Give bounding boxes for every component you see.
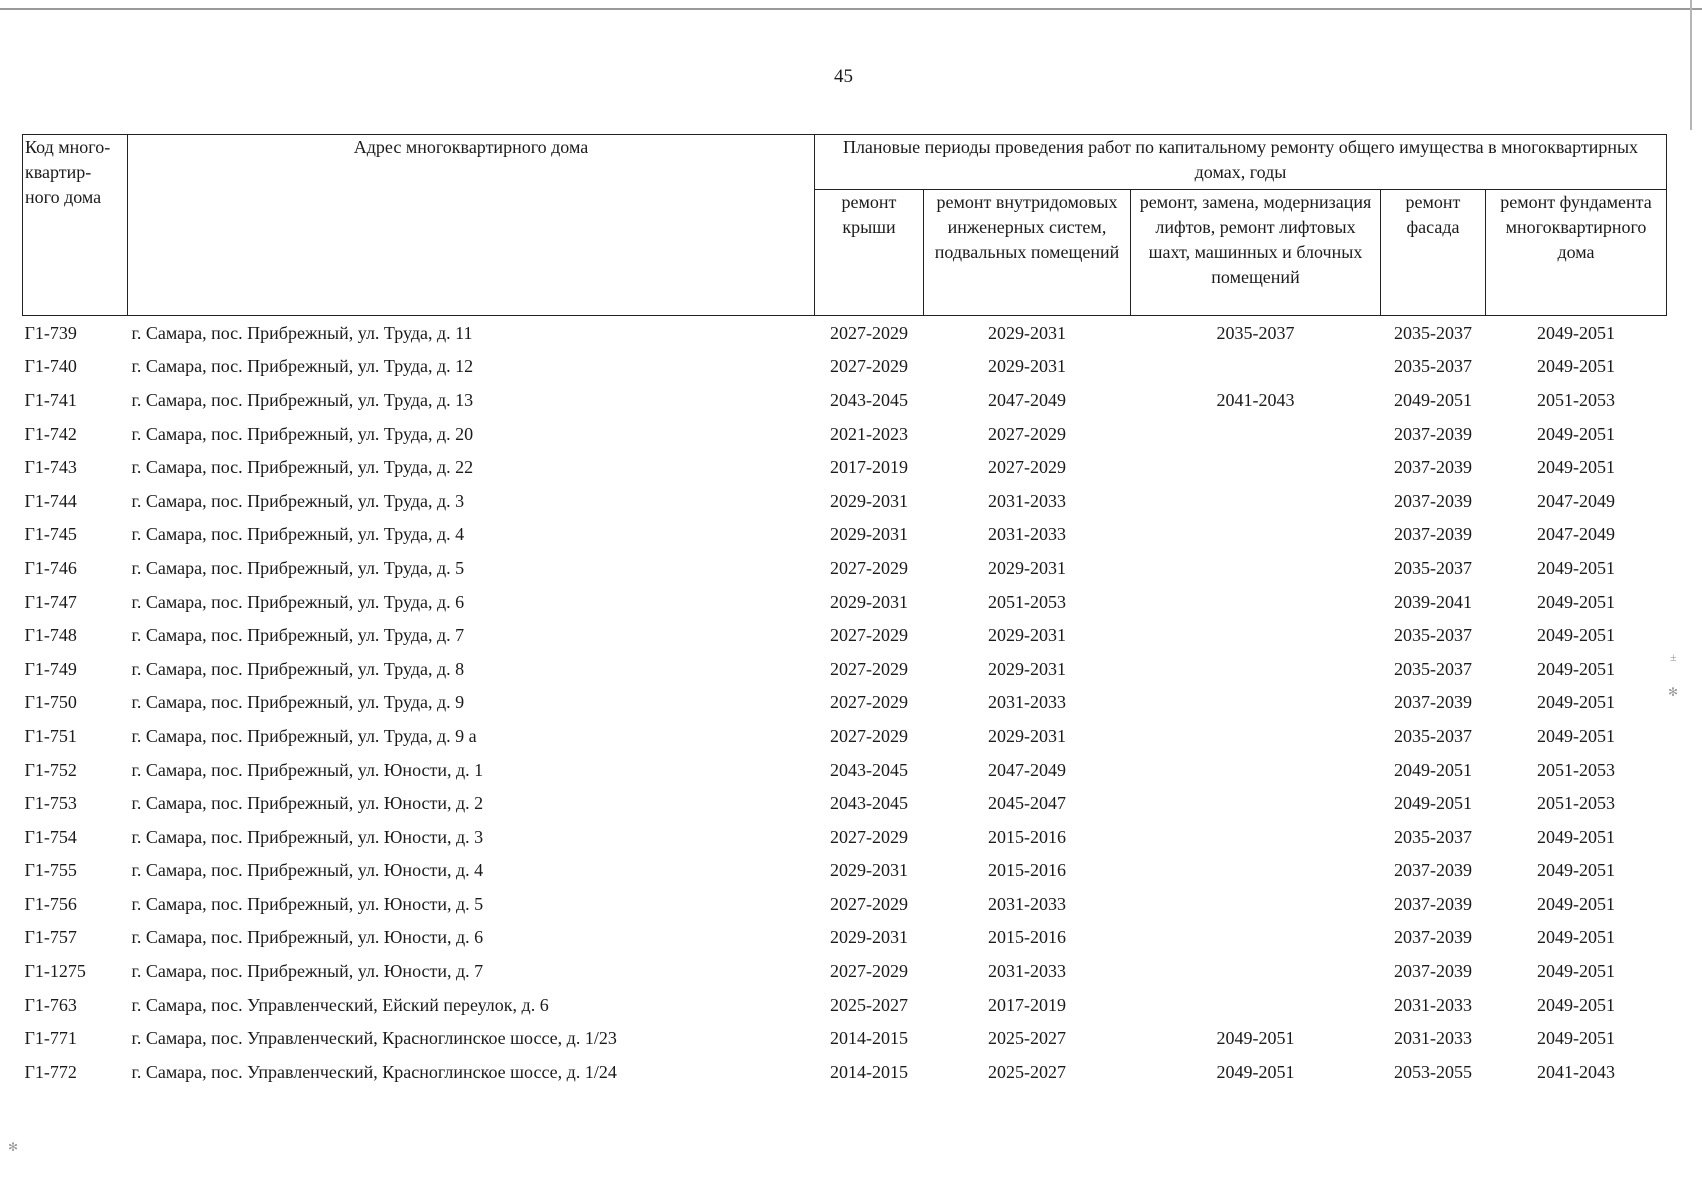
table-row bbox=[23, 719, 1667, 753]
cell-foundation: 2051-2053 bbox=[1537, 389, 1615, 410]
cell-elevators bbox=[1131, 417, 1381, 451]
header-foundation: ремонт фундамента многоквартирного дома bbox=[1486, 190, 1667, 316]
cell-elevators bbox=[1131, 652, 1381, 686]
cell-engineering: 2029-2031 bbox=[988, 625, 1066, 646]
cell-elevators: 2035-2037 bbox=[1216, 322, 1295, 343]
cell-foundation: 2047-2049 bbox=[1537, 490, 1615, 511]
cell-code: Г1-747 bbox=[24, 591, 77, 612]
header-row-top bbox=[23, 135, 1667, 190]
cell-address: г. Самара, пос. Прибрежный, ул. Юности, д. 1 bbox=[131, 759, 484, 780]
cell-code: Г1-749 bbox=[24, 658, 77, 679]
cell-address: г. Самара, пос. Прибрежный, ул. Юности, д. 4 bbox=[131, 860, 484, 881]
cell-address: г. Самара, пос. Управленческий, Ейский переулок, д. 6 bbox=[131, 994, 549, 1015]
header-code: Код много-квартир-ного дома bbox=[23, 135, 128, 316]
cell-address: г. Самара, пос. Прибрежный, ул. Труда, д. 4 bbox=[131, 524, 465, 545]
cell-roof: 2025-2027 bbox=[830, 994, 908, 1015]
table-row bbox=[23, 854, 1667, 888]
cell-engineering: 2029-2031 bbox=[988, 658, 1066, 679]
cell-facade: 2049-2051 bbox=[1394, 389, 1472, 410]
cell-address: г. Самара, пос. Прибрежный, ул. Труда, д. 9 bbox=[131, 692, 465, 713]
cell-elevators bbox=[1131, 450, 1381, 484]
cell-facade: 2037-2039 bbox=[1394, 961, 1472, 982]
cell-foundation: 2049-2051 bbox=[1537, 826, 1615, 847]
cell-address: г. Самара, пос. Управленческий, Красноглинское шоссе, д. 1/24 bbox=[131, 1061, 617, 1082]
cell-foundation: 2049-2051 bbox=[1537, 927, 1615, 948]
cell-elevators bbox=[1131, 618, 1381, 652]
table-body bbox=[23, 316, 1667, 1089]
table-row bbox=[23, 1021, 1667, 1055]
cell-facade: 2037-2039 bbox=[1394, 457, 1472, 478]
table-row bbox=[23, 921, 1667, 955]
cell-engineering: 2031-2033 bbox=[988, 490, 1066, 511]
cell-address: г. Самара, пос. Прибрежный, ул. Труда, д. 3 bbox=[131, 490, 465, 511]
cell-elevators bbox=[1131, 686, 1381, 720]
cell-address: г. Самара, пос. Прибрежный, ул. Труда, д. 13 bbox=[131, 389, 474, 410]
cell-code: Г1-755 bbox=[24, 860, 77, 881]
cell-elevators: 2041-2043 bbox=[1216, 389, 1295, 410]
cell-facade: 2035-2037 bbox=[1394, 356, 1472, 377]
cell-elevators bbox=[1131, 585, 1381, 619]
cell-foundation: 2049-2051 bbox=[1537, 961, 1615, 982]
cell-code: Г1-741 bbox=[24, 389, 77, 410]
cell-elevators bbox=[1131, 820, 1381, 854]
cell-facade: 2035-2037 bbox=[1394, 725, 1472, 746]
scan-speck: ✻ bbox=[1668, 685, 1679, 699]
cell-roof: 2027-2029 bbox=[830, 893, 908, 914]
cell-engineering: 2027-2029 bbox=[988, 457, 1066, 478]
cell-facade: 2037-2039 bbox=[1394, 692, 1472, 713]
cell-elevators bbox=[1131, 551, 1381, 585]
cell-code: Г1-771 bbox=[24, 1028, 77, 1049]
cell-engineering: 2031-2033 bbox=[988, 893, 1066, 914]
cell-facade: 2053-2055 bbox=[1394, 1061, 1472, 1082]
cell-address: г. Самара, пос. Прибрежный, ул. Труда, д. 5 bbox=[131, 557, 465, 578]
cell-roof: 2029-2031 bbox=[830, 927, 908, 948]
header-elevators: ремонт, замена, модернизация лифтов, ремонт лифтовых шахт, машинных и блочных помещений bbox=[1131, 190, 1381, 316]
cell-facade: 2037-2039 bbox=[1394, 524, 1472, 545]
top-scan-edge bbox=[0, 8, 1702, 10]
cell-engineering: 2029-2031 bbox=[988, 322, 1066, 343]
cell-engineering: 2029-2031 bbox=[988, 725, 1066, 746]
cell-code: Г1-757 bbox=[24, 927, 77, 948]
cell-foundation: 2049-2051 bbox=[1537, 994, 1615, 1015]
cell-facade: 2049-2051 bbox=[1394, 759, 1472, 780]
cell-foundation: 2049-2051 bbox=[1537, 557, 1615, 578]
cell-facade: 2035-2037 bbox=[1394, 658, 1472, 679]
cell-roof: 2017-2019 bbox=[830, 457, 908, 478]
cell-address: г. Самара, пос. Прибрежный, ул. Труда, д. 6 bbox=[131, 591, 465, 612]
cell-facade: 2031-2033 bbox=[1394, 1028, 1472, 1049]
cell-foundation: 2049-2051 bbox=[1537, 322, 1615, 343]
table-row bbox=[23, 417, 1667, 451]
cell-address: г. Самара, пос. Прибрежный, ул. Юности, д. 2 bbox=[131, 793, 484, 814]
cell-code: Г1-754 bbox=[24, 826, 77, 847]
cell-engineering: 2051-2053 bbox=[988, 591, 1066, 612]
cell-engineering: 2031-2033 bbox=[988, 692, 1066, 713]
cell-facade: 2031-2033 bbox=[1394, 994, 1472, 1015]
cell-address: г. Самара, пос. Прибрежный, ул. Юности, д. 7 bbox=[131, 961, 484, 982]
cell-roof: 2027-2029 bbox=[830, 625, 908, 646]
cell-engineering: 2047-2049 bbox=[988, 389, 1066, 410]
cell-foundation: 2049-2051 bbox=[1537, 893, 1615, 914]
cell-code: Г1-772 bbox=[24, 1061, 77, 1082]
table-row bbox=[23, 1055, 1667, 1089]
cell-code: Г1-743 bbox=[24, 457, 77, 478]
cell-roof: 2029-2031 bbox=[830, 591, 908, 612]
cell-elevators bbox=[1131, 518, 1381, 552]
cell-engineering: 2025-2027 bbox=[988, 1061, 1066, 1082]
cell-elevators bbox=[1131, 988, 1381, 1022]
table-row bbox=[23, 551, 1667, 585]
cell-foundation: 2049-2051 bbox=[1537, 423, 1615, 444]
cell-elevators bbox=[1131, 753, 1381, 787]
cell-address: г. Самара, пос. Прибрежный, ул. Труда, д. 9 а bbox=[131, 725, 477, 746]
cell-address: г. Самара, пос. Прибрежный, ул. Юности, д. 6 bbox=[131, 927, 484, 948]
cell-elevators bbox=[1131, 887, 1381, 921]
cell-facade: 2037-2039 bbox=[1394, 927, 1472, 948]
cell-engineering: 2027-2029 bbox=[988, 423, 1066, 444]
cell-engineering: 2015-2016 bbox=[988, 860, 1066, 881]
cell-address: г. Самара, пос. Прибрежный, ул. Труда, д. 11 bbox=[131, 322, 473, 343]
table-row bbox=[23, 753, 1667, 787]
cell-elevators bbox=[1131, 350, 1381, 384]
cell-facade: 2037-2039 bbox=[1394, 490, 1472, 511]
cell-foundation: 2049-2051 bbox=[1537, 457, 1615, 478]
scan-speck: ✻ bbox=[8, 1140, 19, 1154]
cell-roof: 2027-2029 bbox=[830, 658, 908, 679]
cell-engineering: 2015-2016 bbox=[988, 826, 1066, 847]
cell-roof: 2027-2029 bbox=[830, 356, 908, 377]
cell-roof: 2043-2045 bbox=[830, 793, 908, 814]
cell-foundation: 2051-2053 bbox=[1537, 759, 1615, 780]
cell-engineering: 2045-2047 bbox=[988, 793, 1066, 814]
cell-roof: 2029-2031 bbox=[830, 860, 908, 881]
table-header bbox=[23, 135, 1667, 316]
cell-elevators: 2049-2051 bbox=[1216, 1061, 1295, 1082]
cell-facade: 2035-2037 bbox=[1394, 557, 1472, 578]
cell-roof: 2029-2031 bbox=[830, 524, 908, 545]
table-row bbox=[23, 484, 1667, 518]
cell-code: Г1-739 bbox=[24, 322, 77, 343]
table-row bbox=[23, 887, 1667, 921]
cell-roof: 2027-2029 bbox=[830, 557, 908, 578]
cell-facade: 2035-2037 bbox=[1394, 826, 1472, 847]
cell-facade: 2037-2039 bbox=[1394, 893, 1472, 914]
cell-elevators bbox=[1131, 719, 1381, 753]
cell-roof: 2014-2015 bbox=[830, 1061, 908, 1082]
header-roof: ремонт крыши bbox=[815, 190, 924, 316]
cell-roof: 2029-2031 bbox=[830, 490, 908, 511]
cell-address: г. Самара, пос. Прибрежный, ул. Труда, д. 12 bbox=[131, 356, 474, 377]
cell-foundation: 2051-2053 bbox=[1537, 793, 1615, 814]
repair-schedule-table bbox=[22, 134, 1667, 1089]
cell-foundation: 2049-2051 bbox=[1537, 725, 1615, 746]
cell-foundation: 2049-2051 bbox=[1537, 625, 1615, 646]
cell-elevators bbox=[1131, 921, 1381, 955]
cell-engineering: 2047-2049 bbox=[988, 759, 1066, 780]
table-row bbox=[23, 988, 1667, 1022]
cell-engineering: 2025-2027 bbox=[988, 1028, 1066, 1049]
cell-elevators bbox=[1131, 786, 1381, 820]
cell-foundation: 2049-2051 bbox=[1537, 1028, 1615, 1049]
cell-code: Г1-751 bbox=[24, 725, 77, 746]
cell-elevators: 2049-2051 bbox=[1216, 1028, 1295, 1049]
cell-engineering: 2031-2033 bbox=[988, 524, 1066, 545]
cell-facade: 2035-2037 bbox=[1394, 625, 1472, 646]
cell-roof: 2027-2029 bbox=[830, 692, 908, 713]
scan-speck: ± bbox=[1670, 650, 1677, 664]
cell-engineering: 2017-2019 bbox=[988, 994, 1066, 1015]
table-row bbox=[23, 652, 1667, 686]
cell-code: Г1-748 bbox=[24, 625, 77, 646]
cell-code: Г1-763 bbox=[24, 994, 77, 1015]
cell-code: Г1-752 bbox=[24, 759, 77, 780]
cell-code: Г1-750 bbox=[24, 692, 77, 713]
cell-elevators bbox=[1131, 484, 1381, 518]
cell-code: Г1-756 bbox=[24, 893, 77, 914]
cell-code: Г1-1275 bbox=[24, 961, 86, 982]
cell-engineering: 2029-2031 bbox=[988, 557, 1066, 578]
right-scan-edge bbox=[1690, 0, 1692, 130]
cell-address: г. Самара, пос. Прибрежный, ул. Юности, д. 3 bbox=[131, 826, 484, 847]
cell-code: Г1-745 bbox=[24, 524, 77, 545]
table-row bbox=[23, 820, 1667, 854]
cell-roof: 2043-2045 bbox=[830, 389, 908, 410]
cell-facade: 2049-2051 bbox=[1394, 793, 1472, 814]
cell-facade: 2035-2037 bbox=[1394, 322, 1472, 343]
table-row bbox=[23, 316, 1667, 350]
cell-foundation: 2041-2043 bbox=[1537, 1061, 1615, 1082]
cell-facade: 2037-2039 bbox=[1394, 860, 1472, 881]
cell-engineering: 2029-2031 bbox=[988, 356, 1066, 377]
table-row bbox=[23, 518, 1667, 552]
cell-foundation: 2047-2049 bbox=[1537, 524, 1615, 545]
cell-roof: 2043-2045 bbox=[830, 759, 908, 780]
cell-address: г. Самара, пос. Прибрежный, ул. Труда, д. 8 bbox=[131, 658, 465, 679]
cell-elevators bbox=[1131, 854, 1381, 888]
cell-engineering: 2031-2033 bbox=[988, 961, 1066, 982]
cell-foundation: 2049-2051 bbox=[1537, 658, 1615, 679]
cell-code: Г1-740 bbox=[24, 356, 77, 377]
cell-roof: 2027-2029 bbox=[830, 826, 908, 847]
cell-address: г. Самара, пос. Прибрежный, ул. Труда, д. 7 bbox=[131, 625, 465, 646]
cell-facade: 2039-2041 bbox=[1394, 591, 1472, 612]
table-row bbox=[23, 450, 1667, 484]
header-address: Адрес многоквартирного дома bbox=[128, 135, 815, 316]
cell-foundation: 2049-2051 bbox=[1537, 356, 1615, 377]
table-row bbox=[23, 350, 1667, 384]
table-row bbox=[23, 585, 1667, 619]
cell-roof: 2014-2015 bbox=[830, 1028, 908, 1049]
table-row bbox=[23, 383, 1667, 417]
table-row bbox=[23, 954, 1667, 988]
cell-elevators bbox=[1131, 954, 1381, 988]
table-row bbox=[23, 686, 1667, 720]
cell-code: Г1-744 bbox=[24, 490, 77, 511]
cell-code: Г1-742 bbox=[24, 423, 77, 444]
header-periods-group: Плановые периоды проведения работ по капитальному ремонту общего имущества в многоквартирных домах, годы bbox=[815, 135, 1667, 190]
cell-code: Г1-746 bbox=[24, 557, 77, 578]
page-number: 45 bbox=[834, 66, 853, 87]
header-facade: ремонт фасада bbox=[1381, 190, 1486, 316]
cell-address: г. Самара, пос. Прибрежный, ул. Юности, д. 5 bbox=[131, 893, 484, 914]
table-row bbox=[23, 618, 1667, 652]
cell-code: Г1-753 bbox=[24, 793, 77, 814]
table-row bbox=[23, 786, 1667, 820]
cell-address: г. Самара, пос. Прибрежный, ул. Труда, д. 22 bbox=[131, 457, 474, 478]
cell-foundation: 2049-2051 bbox=[1537, 692, 1615, 713]
cell-roof: 2027-2029 bbox=[830, 725, 908, 746]
cell-foundation: 2049-2051 bbox=[1537, 860, 1615, 881]
cell-roof: 2027-2029 bbox=[830, 961, 908, 982]
cell-roof: 2021-2023 bbox=[830, 423, 908, 444]
cell-facade: 2037-2039 bbox=[1394, 423, 1472, 444]
cell-address: г. Самара, пос. Управленческий, Красноглинское шоссе, д. 1/23 bbox=[131, 1028, 617, 1049]
cell-foundation: 2049-2051 bbox=[1537, 591, 1615, 612]
cell-engineering: 2015-2016 bbox=[988, 927, 1066, 948]
cell-roof: 2027-2029 bbox=[830, 322, 908, 343]
cell-address: г. Самара, пос. Прибрежный, ул. Труда, д. 20 bbox=[131, 423, 474, 444]
header-engineering: ремонт внутридомовых инженерных систем, подвальных помещений bbox=[924, 190, 1131, 316]
